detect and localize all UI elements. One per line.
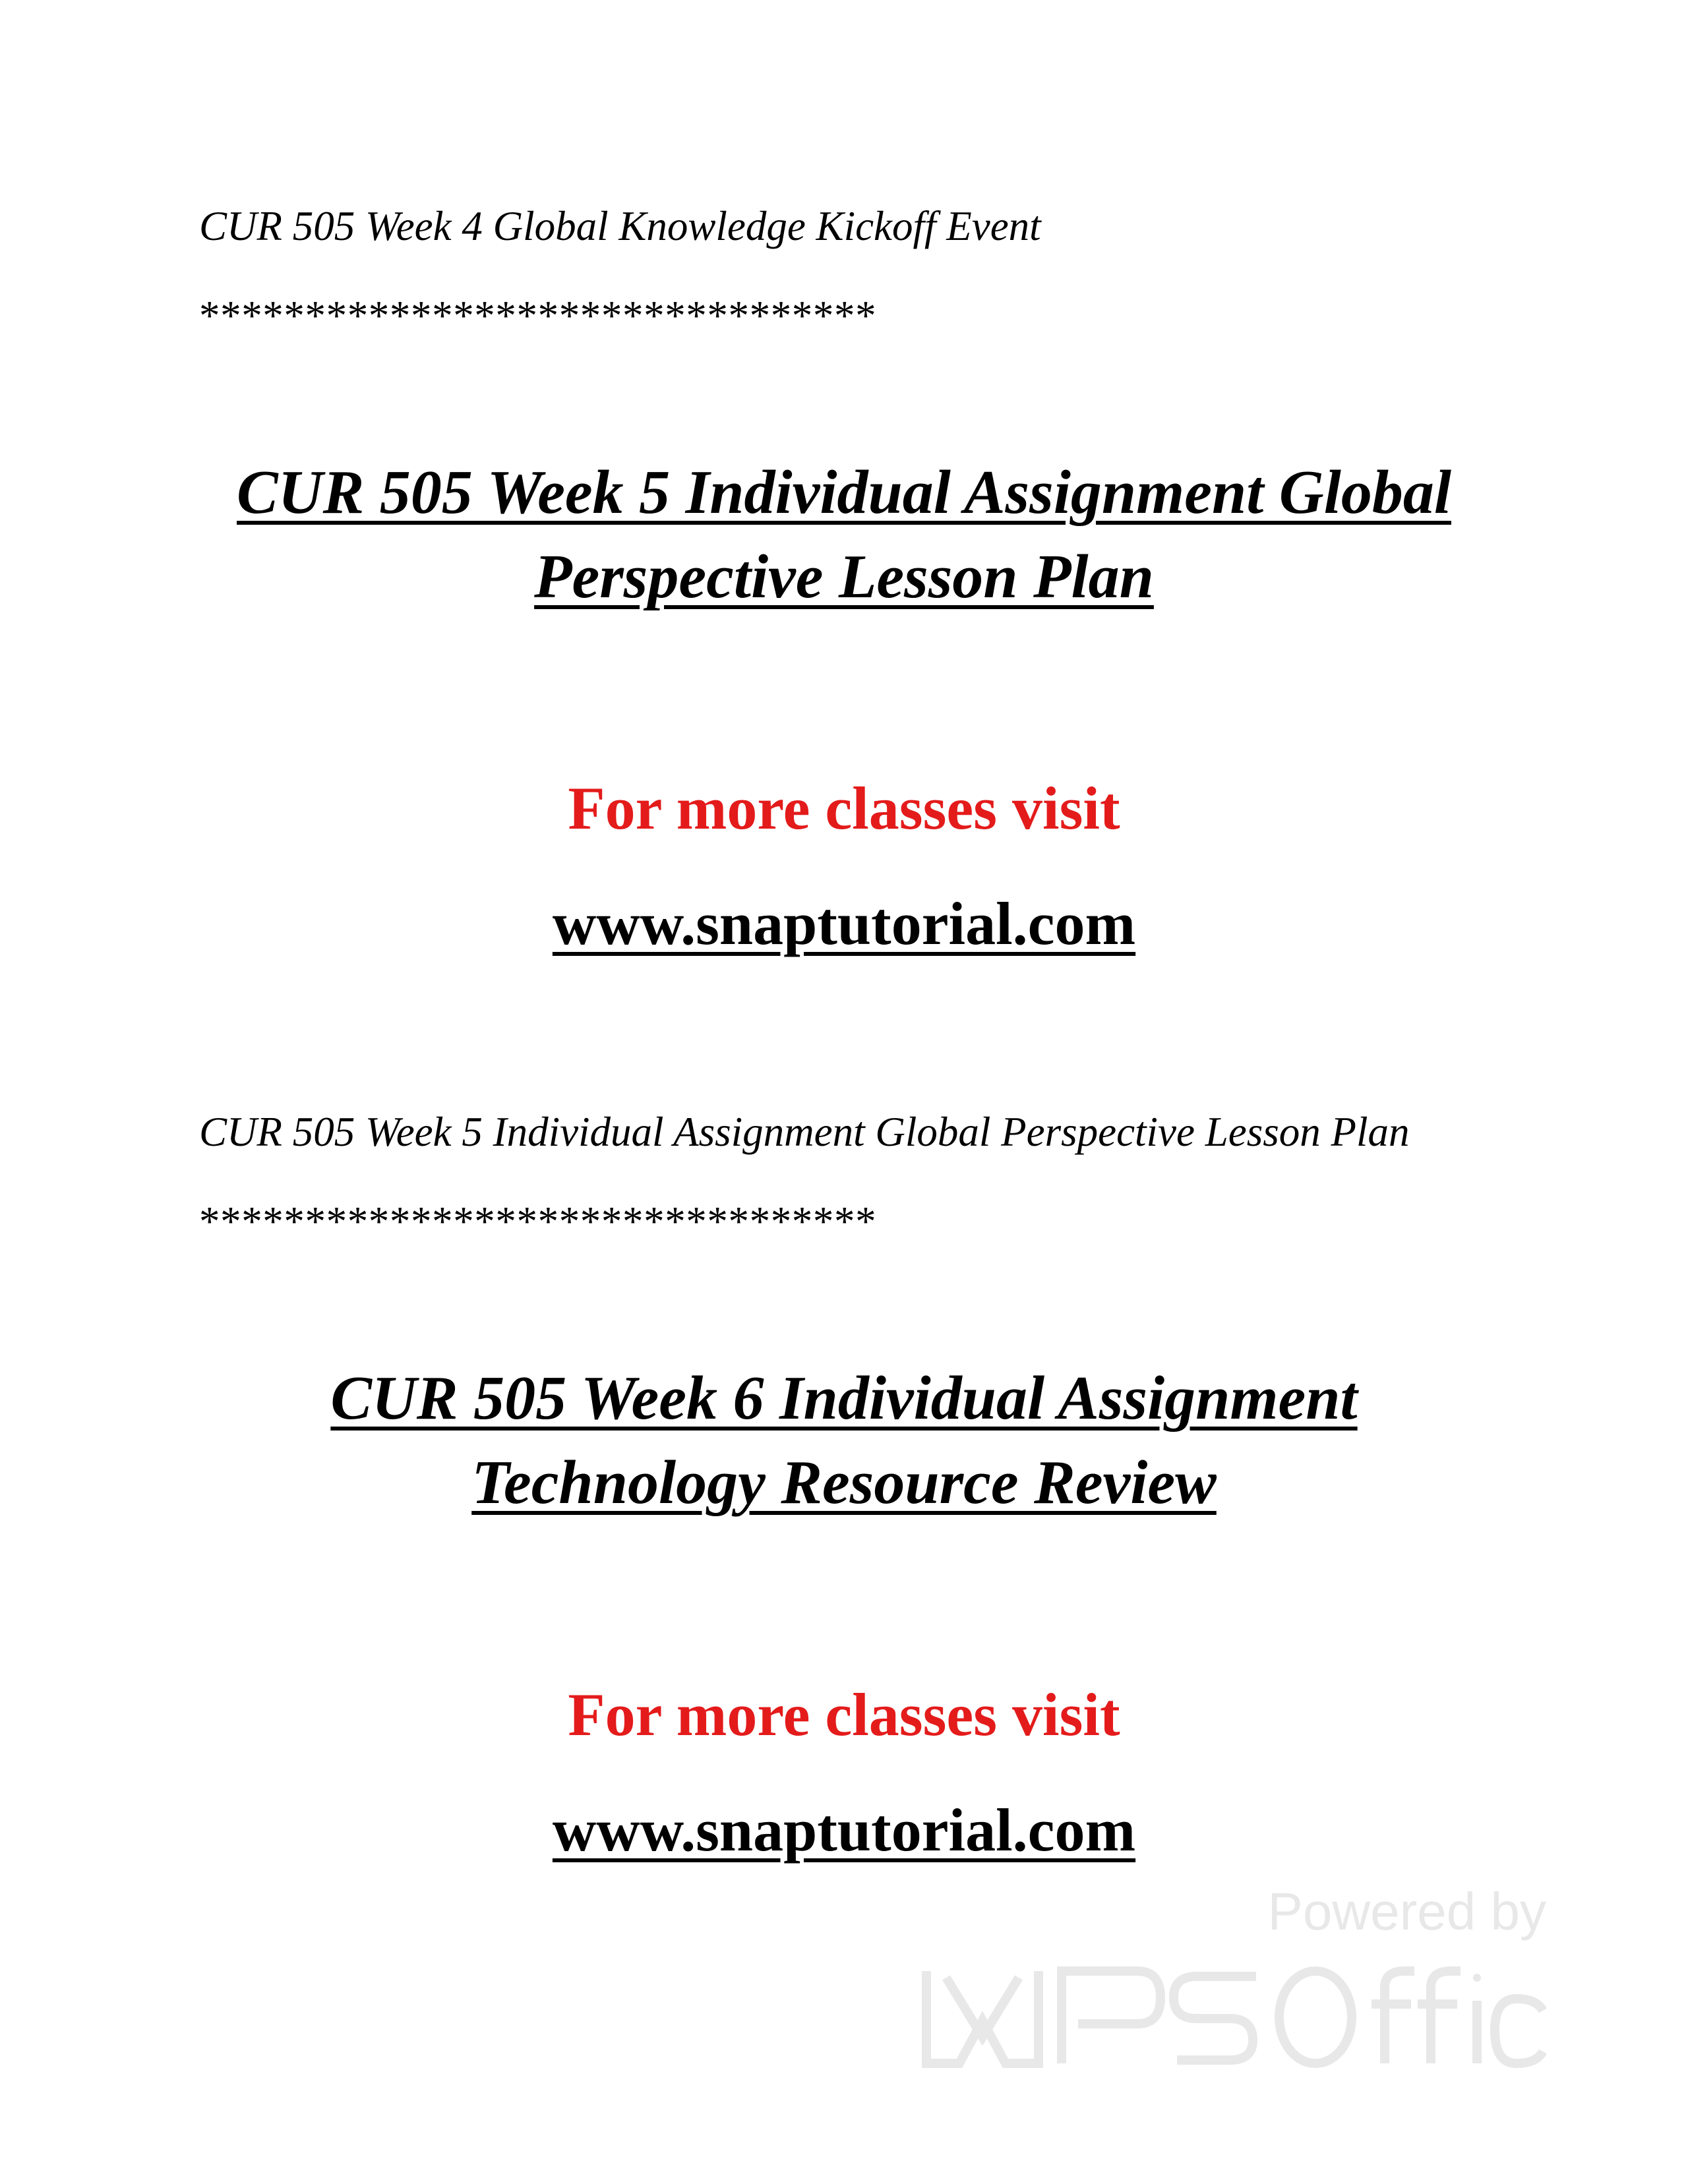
course-title-week4: CUR 505 Week 4 Global Knowledge Kickoff Event	[199, 203, 1041, 249]
course-title-week5: CUR 505 Week 5 Individual Assignment Global Perspective Lesson Plan	[199, 1109, 1410, 1155]
separator-stars: ********************************	[199, 293, 877, 339]
watermark-powered-by: Powered by	[1267, 1882, 1546, 1941]
wps-office-logo	[920, 1958, 1546, 2070]
promo-text: For more classes visit	[568, 1681, 1120, 1748]
heading-week5-line1: CUR 505 Week 5 Individual Assignment Global	[237, 458, 1451, 527]
website-link[interactable]: www.snaptutorial.com	[552, 890, 1136, 957]
heading-week6-line1: CUR 505 Week 6 Individual Assignment	[330, 1364, 1358, 1432]
heading-week5-line2: Perspective Lesson Plan	[534, 543, 1154, 611]
separator-stars: ********************************	[199, 1198, 877, 1245]
heading-week6-line2: Technology Resource Review	[471, 1448, 1217, 1517]
website-link[interactable]: www.snaptutorial.com	[552, 1796, 1136, 1864]
promo-text: For more classes visit	[568, 775, 1120, 842]
wps-office-watermark	[920, 1882, 1546, 2070]
